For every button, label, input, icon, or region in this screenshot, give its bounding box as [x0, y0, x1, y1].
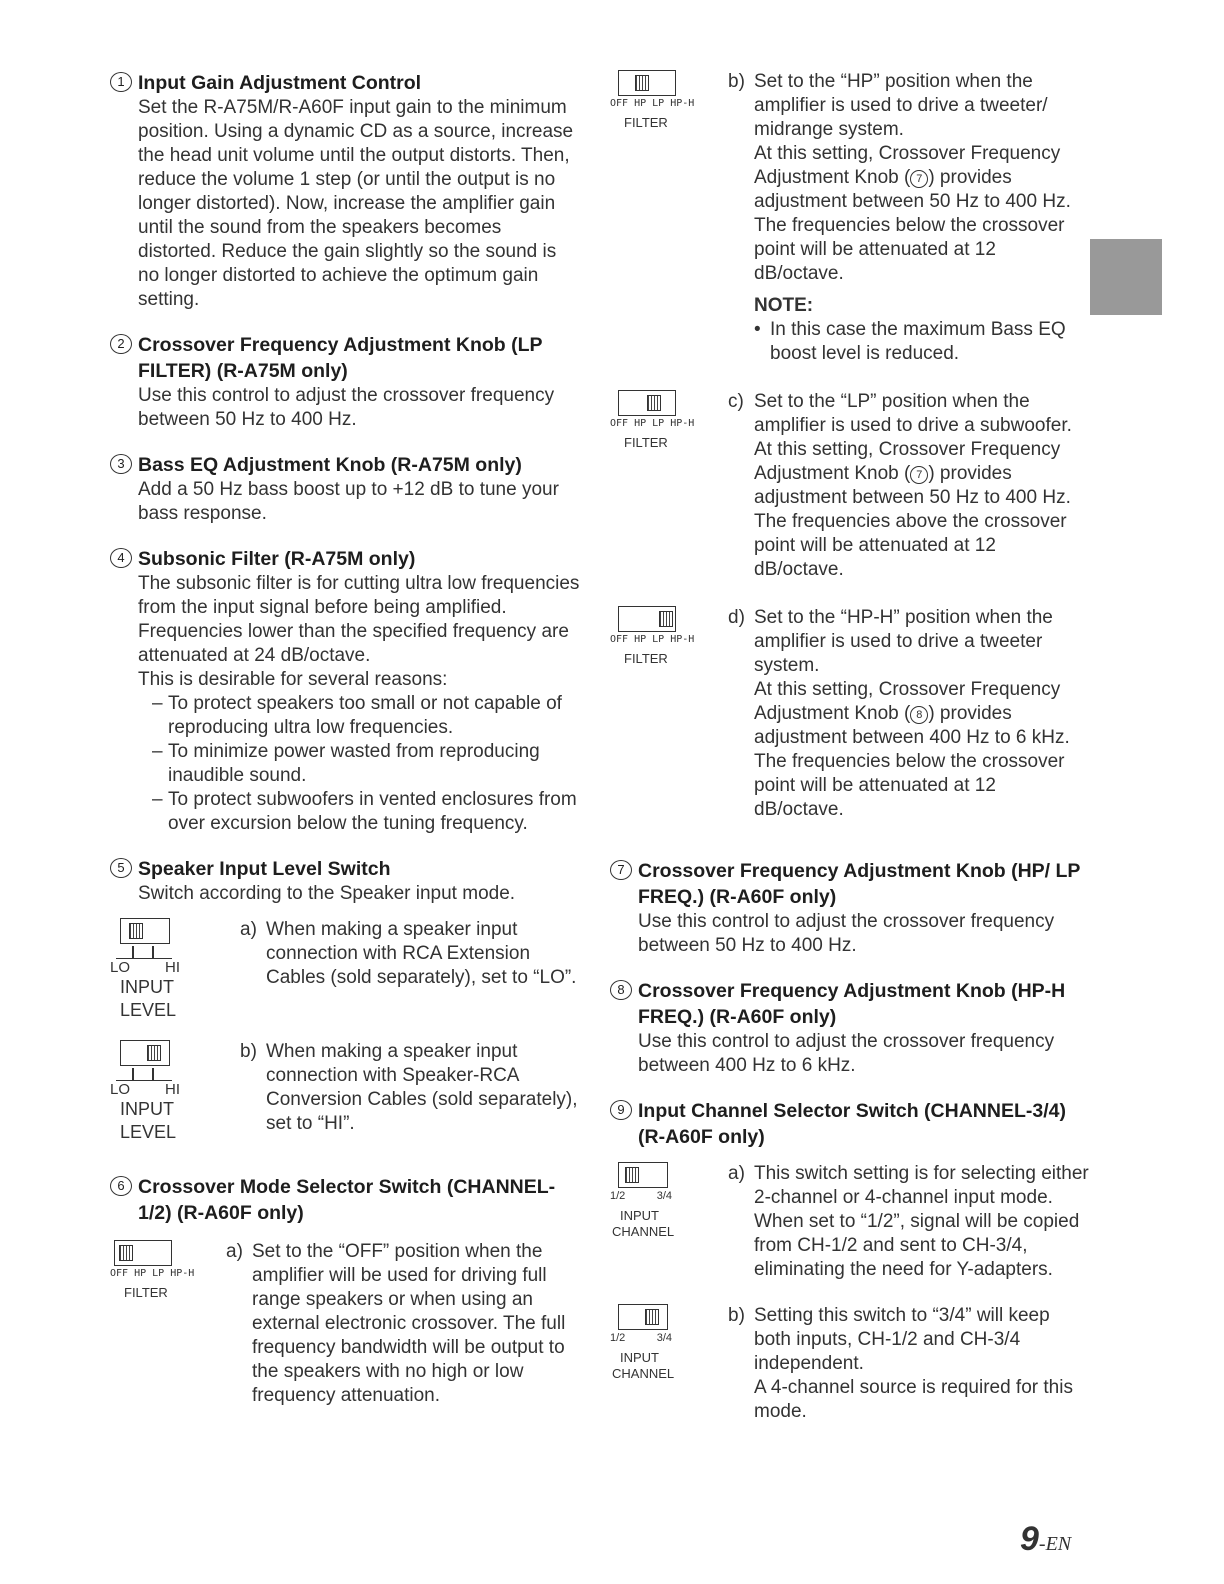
- right-column: [610, 70, 1090, 1444]
- circled-number-4: 4: [110, 548, 132, 568]
- circled-number-1: 1: [110, 72, 132, 92]
- circled-number-5: 5: [110, 858, 132, 878]
- section-body: Use this control to adjust the crossover frequency between 400 Hz to 6 kHz.: [638, 1031, 1055, 1076]
- section-body: Use this control to adjust the crossover frequency between 50 Hz to 400 Hz.: [138, 385, 555, 430]
- section-body: The subsonic filter is for cutting ultra low frequencies from the input signal before being amplified. Frequencies lower than the specified frequency are attenuated at 24 dB/octave.: [138, 573, 580, 666]
- section-title: Crossover Frequency Adjustment Knob (HP/ LP FREQ.) (R-A60F only): [638, 860, 1081, 908]
- option-a-text: Set to the “OFF” position when the amplifier will be used for driving full range speakers or when using an external electronic crossover. The full frequency bandwidth will be output to the speakers with no high or low frequency attenuation.: [252, 1241, 566, 1406]
- filter-switch-hp-icon: [618, 70, 676, 96]
- option-b-text: Setting this switch to “3/4” will keep both inputs, CH-1/2 and CH-3/4 independent.: [754, 1305, 1050, 1374]
- section-title: Speaker Input Level Switch: [138, 858, 391, 880]
- filter-switch-off-figure: OFF HP LP HP-H FILTER: [110, 1240, 226, 1408]
- section-title: Input Gain Adjustment Control: [138, 72, 422, 94]
- circled-number-2: 2: [110, 334, 132, 354]
- circled-number-8: 8: [610, 980, 632, 1000]
- circled-number-7: 7: [610, 860, 632, 880]
- section-subsonic: [110, 546, 580, 836]
- section-input-channel: 9 Input Channel Selector Switch (CHANNEL-3/4) (R-A60F only) 1/2 3/4 INPUT CHANNEL a) This switch setting is for selecting either 2-channel or 4-channel input mode. When set to “1/2”, signal will be copied from CH-1/2 and sent to CH-3/4, eliminating the need for Y-adapters. 1/2 3/4 INPUT CHANNEL b) Setting this switch to “3/4” will keep both inputs, CH-1/2 and CH-3/4 independent. A 4-channel source is required for this mode.: [610, 1100, 1089, 1422]
- section-crossover-mode: 6 Crossover Mode Selector Switch (CHANNEL-1/2) (R-A60F only) OFF HP LP HP-H FILTER a) Set to the “OFF” position when the amplifier will be used for driving full range speakers or when using an external electronic crossover. The full frequency bandwidth will be output to the speakers with no high or low frequency attenuation.: [110, 1174, 580, 1408]
- section-tab-marker: [1090, 239, 1162, 315]
- ref-number: 7: [910, 466, 928, 484]
- switch-lo-icon: [120, 918, 170, 944]
- circled-number-3: 3: [110, 454, 132, 474]
- section-lp-filter: [110, 332, 580, 432]
- section-body: Set the R-A75M/R-A60F input gain to the minimum position. Using a dynamic CD as a source, increase the head unit volume until the output distorts. Then, reduce the volume 1 step (or until the output is no longer distorted). Now, increase the amplifier gain until the sound from the speakers becomes distorted. Reduce the gain slightly so the sound is no longer distorted to achieve the optimum gain setting.: [138, 97, 574, 310]
- section-speaker-input-level: 5 Speaker Input Level Switch Switch according to the Speaker input mode. LO HI INPUT LEVEL a) When making a speaker input connection with RCA Extension Cables (sold separately), set to “LO”. LO HI INPUT LEVEL b) When making a speaker input connection with Speaker-RCA Conversion Cables (sold separately), set to “HI”.: [110, 856, 580, 1144]
- ref-number: 8: [910, 706, 928, 724]
- left-column: [110, 70, 580, 1428]
- filter-switch-lp-icon: [618, 390, 676, 416]
- section-body: Switch according to the Speaker input mode.: [138, 883, 516, 904]
- note-heading: NOTE:: [754, 295, 814, 316]
- channel-switch-12-figure: 1/2 3/4 INPUT CHANNEL: [610, 1162, 728, 1282]
- filter-switch-hph-icon: [618, 606, 676, 632]
- filter-switch-hp-figure: OFF HP LP HP-H FILTER: [610, 70, 728, 366]
- circled-number-9: 9: [610, 1100, 632, 1120]
- filter-switch-hph-figure: OFF HP LP HP-H FILTER: [610, 606, 728, 822]
- input-level-switch-hi-figure: LO HI INPUT LEVEL: [110, 1040, 240, 1144]
- page-number: 9-EN: [1020, 1520, 1072, 1558]
- option-hp: OFF HP LP HP-H FILTER b) Set to the “HP” position when the amplifier is used to drive a tweeter/ midrange system. At this setting, Crossover Frequency Adjustment Knob ( 7 ) provides adjustment between 50 Hz to 400 Hz. The frequencies below the crossover point will be attenuated at 12 dB/octave. NOTE: • In this case the maximum Bass EQ boost level is reduced.: [610, 70, 1090, 366]
- section-title: Subsonic Filter (R-A75M only): [138, 548, 416, 570]
- channel-switch-34-figure: 1/2 3/4 INPUT CHANNEL: [610, 1304, 728, 1424]
- switch-hi-icon: [120, 1040, 170, 1066]
- section-hp-lp-freq: [610, 858, 1090, 958]
- input-level-switch-lo-figure: LO HI INPUT LEVEL: [110, 918, 240, 1022]
- section-body-2: This is desirable for several reasons:: [138, 669, 448, 690]
- option-b-text: Set to the “HP” position when the amplifier is used to drive a tweeter/ midrange system.: [754, 71, 1048, 140]
- option-d-text: Set to the “HP-H” position when the amplifier is used to drive a tweeter system.: [754, 607, 1053, 676]
- channel-switch-12-icon: [618, 1162, 668, 1188]
- section-hp-h-freq: [610, 978, 1090, 1078]
- option-a-text: When making a speaker input connection with RCA Extension Cables (sold separately), set to “LO”.: [266, 919, 577, 988]
- section-title: Crossover Mode Selector Switch (CHANNEL-1/2) (R-A60F only): [138, 1176, 556, 1224]
- section-title: Crossover Frequency Adjustment Knob (HP-H FREQ.) (R-A60F only): [638, 980, 1066, 1028]
- option-lp: OFF HP LP HP-H FILTER c) Set to the “LP” position when the amplifier is used to drive a subwoofer. At this setting, Crossover Frequency Adjustment Knob ( 7 ) provides adjustment between 50 Hz to 400 Hz. The frequencies above the crossover point will be attenuated at 12 dB/octave.: [610, 391, 1072, 580]
- option-hp-h: OFF HP LP HP-H FILTER d) Set to the “HP-H” position when the amplifier is used to drive a tweeter system. At this setting, Crossover Frequency Adjustment Knob ( 8 ) provides adjustment between 400 Hz to 6 kHz. The frequencies below the crossover point will be attenuated at 12 dB/octave.: [610, 607, 1070, 820]
- reason-item: – To minimize power wasted from reproducing inaudible sound.: [152, 741, 540, 786]
- section-title: Crossover Frequency Adjustment Knob (LP FILTER) (R-A75M only): [138, 334, 543, 382]
- channel-switch-34-icon: [618, 1304, 668, 1330]
- option-c-text: Set to the “LP” position when the amplifier is used to drive a subwoofer.: [754, 391, 1072, 436]
- reason-item: – To protect speakers too small or not capable of reproducing ultra low frequencies.: [152, 693, 562, 738]
- option-b-text: When making a speaker input connection with Speaker-RCA Conversion Cables (sold separately), set to “HI”.: [266, 1041, 578, 1134]
- filter-switch-off-icon: [114, 1240, 172, 1266]
- section-input-gain: [110, 70, 580, 312]
- section-title: Input Channel Selector Switch (CHANNEL-3/4) (R-A60F only): [638, 1100, 1066, 1148]
- section-bass-eq: [110, 452, 580, 526]
- section-title: Bass EQ Adjustment Knob (R-A75M only): [138, 454, 522, 476]
- circled-number-6: 6: [110, 1176, 132, 1196]
- ref-number: 7: [910, 170, 928, 188]
- filter-switch-lp-figure: OFF HP LP HP-H FILTER: [610, 390, 728, 582]
- section-body: Add a 50 Hz bass boost up to +12 dB to tune your bass response.: [138, 479, 559, 524]
- reason-item: – To protect subwoofers in vented enclosures from over excursion below the tuning frequency.: [152, 789, 577, 834]
- section-body: Use this control to adjust the crossover frequency between 50 Hz to 400 Hz.: [638, 911, 1055, 956]
- note-text: In this case the maximum Bass EQ boost level is reduced.: [770, 319, 1066, 364]
- option-a-text: This switch setting is for selecting either 2-channel or 4-channel input mode. When set to “1/2”, signal will be copied from CH-1/2 and sent to CH-3/4, eliminating the need for Y-adapters.: [754, 1163, 1089, 1280]
